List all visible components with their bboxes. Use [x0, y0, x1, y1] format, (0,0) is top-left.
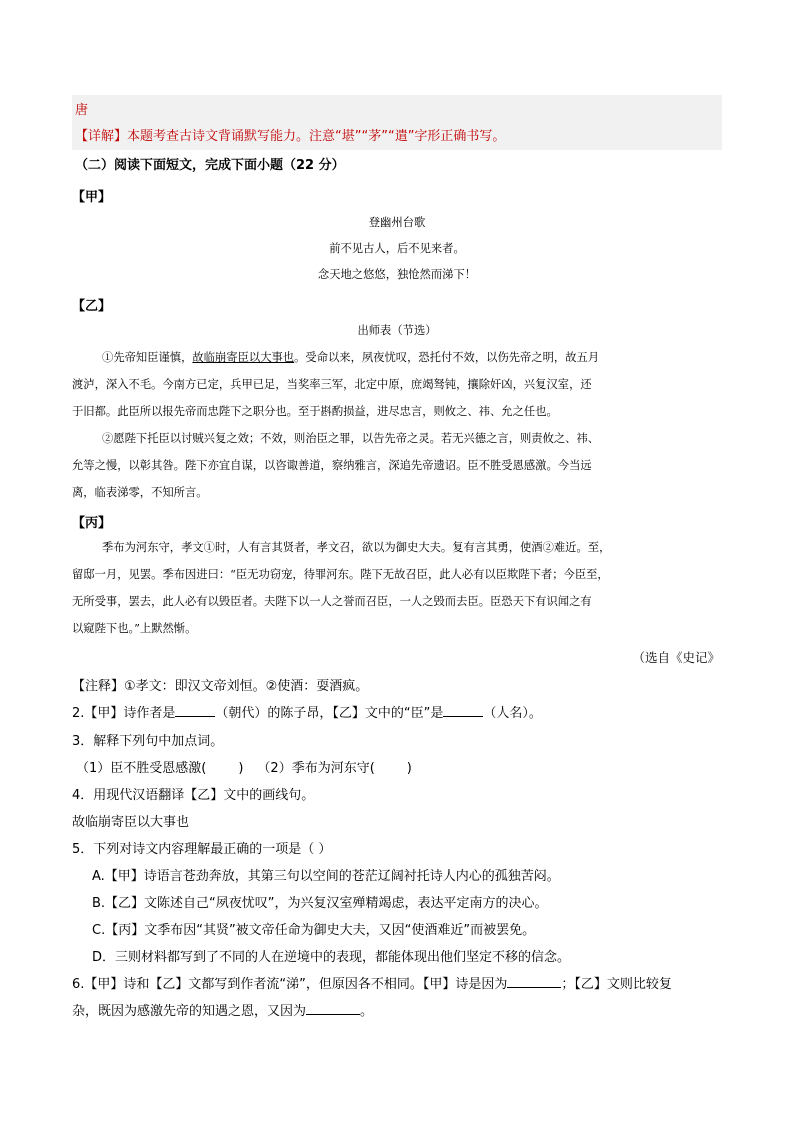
yi-p2-line2: 允等之慢，以彰其咎。陛下亦宜自谋，以咨诹善道，察纳雅言，深追先帝遗诏。臣不胜受恩感激。今当远 — [72, 459, 592, 472]
bing-line1: 季布为河东守，孝文①时，人有言其贤者，孝文召，欲以为御史大夫。复有言其勇，使酒②难近。至， — [102, 541, 611, 554]
section-title: （二）阅读下面短文，完成下面小题（22 分） — [75, 158, 345, 173]
q2-part-a: 2.【甲】诗作者是 — [72, 706, 176, 721]
yi-title: 出师表（节选） — [357, 324, 437, 337]
q6-blank-1[interactable] — [507, 975, 561, 988]
q3-item-2: （2）季布为河东守( — [257, 761, 375, 776]
question-3-items — [76, 757, 412, 776]
detail-text: 本题考查古诗文背诵默写能力。注意“堪”“茅”“遣”字形正确书写。 — [127, 129, 506, 144]
question-3: 3．解释下列句中加点词。 — [72, 734, 224, 749]
jia-marker: 【甲】 — [72, 190, 112, 205]
bing-line4: 以窥陛下也。”上默然惭。 — [72, 622, 197, 635]
bing-line2: 留邸一月，见罢。季布因进曰：“臣无功窃宠，待罪河东。陛下无故召臣，此人必有以臣欺陛下者；今臣至， — [72, 568, 609, 581]
yi-p1-line3: 于旧都。此臣所以报先帝而忠陛下之职分也。至于斟酌损益，进尽忠言，则攸之、祎、允之任也。 — [72, 405, 558, 418]
yi-p2-line1: ②愿陛下托臣以讨贼兴复之效；不效，则治臣之罪，以告先帝之灵。若无兴德之言，则责攸之、祎、 — [102, 432, 600, 445]
question-6-line1 — [72, 973, 672, 992]
yi-p1-line2: 渡泸，深入不毛。今南方已定，兵甲已足，当奖率三军，北定中原，庶竭驽钝，攘除奸凶，兴复汉室，还 — [72, 378, 592, 391]
yi-p1-line1 — [102, 349, 599, 365]
q6-part-a: 6.【甲】诗和【乙】文都写到作者流“涕”，但原因各不相同。【甲】诗是因为 — [72, 977, 508, 992]
q6-blank-2[interactable] — [306, 1002, 360, 1015]
poem-line-1: 前不见古人，后不见来者。 — [329, 242, 465, 255]
bing-line3: 无所受事，罢去，此人必有以毁臣者。夫陛下以一人之誉而召臣，一人之毁而去臣。臣恐天下有识闻之有 — [72, 595, 592, 608]
question-2 — [72, 702, 542, 721]
question-4: 4．用现代汉语翻译【乙】文中的画线句。 — [72, 788, 315, 803]
q2-part-c: （人名）。 — [483, 706, 542, 721]
q3-item-1-close: ) — [238, 761, 244, 776]
q6-part-d: 。 — [360, 1004, 374, 1019]
option-c[interactable]: C.【丙】文季布因“其贤”被文帝任命为御史大夫，又因“使酒难近”而被罢免。 — [92, 923, 536, 938]
question-6-line2 — [72, 1000, 373, 1019]
p1-rest: 。受命以来，夙夜忧叹，恐托付不效，以伤先帝之明，故五月 — [294, 351, 600, 364]
answer-detail — [75, 125, 505, 144]
p1-pre: 先帝知臣谨慎， — [113, 351, 193, 364]
yi-marker: 【乙】 — [72, 299, 112, 314]
q3-item-1: （1）臣不胜受恩感激( — [76, 761, 207, 776]
yi-p2-line3: 离，临表涕零，不知所言。 — [72, 486, 208, 499]
q2-blank-2[interactable] — [443, 704, 483, 717]
detail-tag: 【详解】 — [75, 129, 128, 144]
option-d[interactable]: D．三则材料都写到了不同的人在逆境中的表现，都能体现出他们坚定不移的信念。 — [92, 950, 571, 965]
q3-item-2-close: ) — [406, 761, 412, 776]
poem-line-2: 念天地之悠悠，独怆然而涕下！ — [317, 268, 477, 281]
question-5: 5．下列对诗文内容理解最正确的一项是（ ） — [72, 842, 332, 857]
q2-blank-1[interactable] — [175, 704, 215, 717]
poem-title: 登幽州台歌 — [368, 216, 426, 229]
question-4-sentence: 故临崩寄臣以大事也 — [72, 815, 190, 830]
answer-line1: 唐 — [75, 103, 89, 118]
circled-num-1: ① — [102, 351, 114, 364]
bing-marker: 【丙】 — [72, 516, 112, 531]
q6-part-c: 杂，既因为感激先帝的知遇之恩，又因为 — [72, 1004, 307, 1019]
option-b[interactable]: B.【乙】文陈述自己“夙夜忧叹”，为兴复汉室殚精竭虑，表达平定南方的决心。 — [92, 896, 548, 911]
source-citation: （选自《史记》 — [632, 650, 720, 665]
q6-part-b: ；【乙】文则比较复 — [561, 977, 672, 992]
q2-part-b: （朝代）的陈子昂，【乙】文中的“臣”是 — [215, 706, 444, 721]
underlined-sentence: 故临崩寄臣以大事也 — [192, 351, 295, 364]
annotation-note: 【注释】①孝文：即汉文帝刘恒。②使酒：耍酒疯。 — [72, 679, 369, 694]
option-a[interactable]: A.【甲】诗语言苍劲奔放，其第三句以空间的苍茫辽阔衬托诗人内心的孤独苦闷。 — [92, 869, 560, 884]
